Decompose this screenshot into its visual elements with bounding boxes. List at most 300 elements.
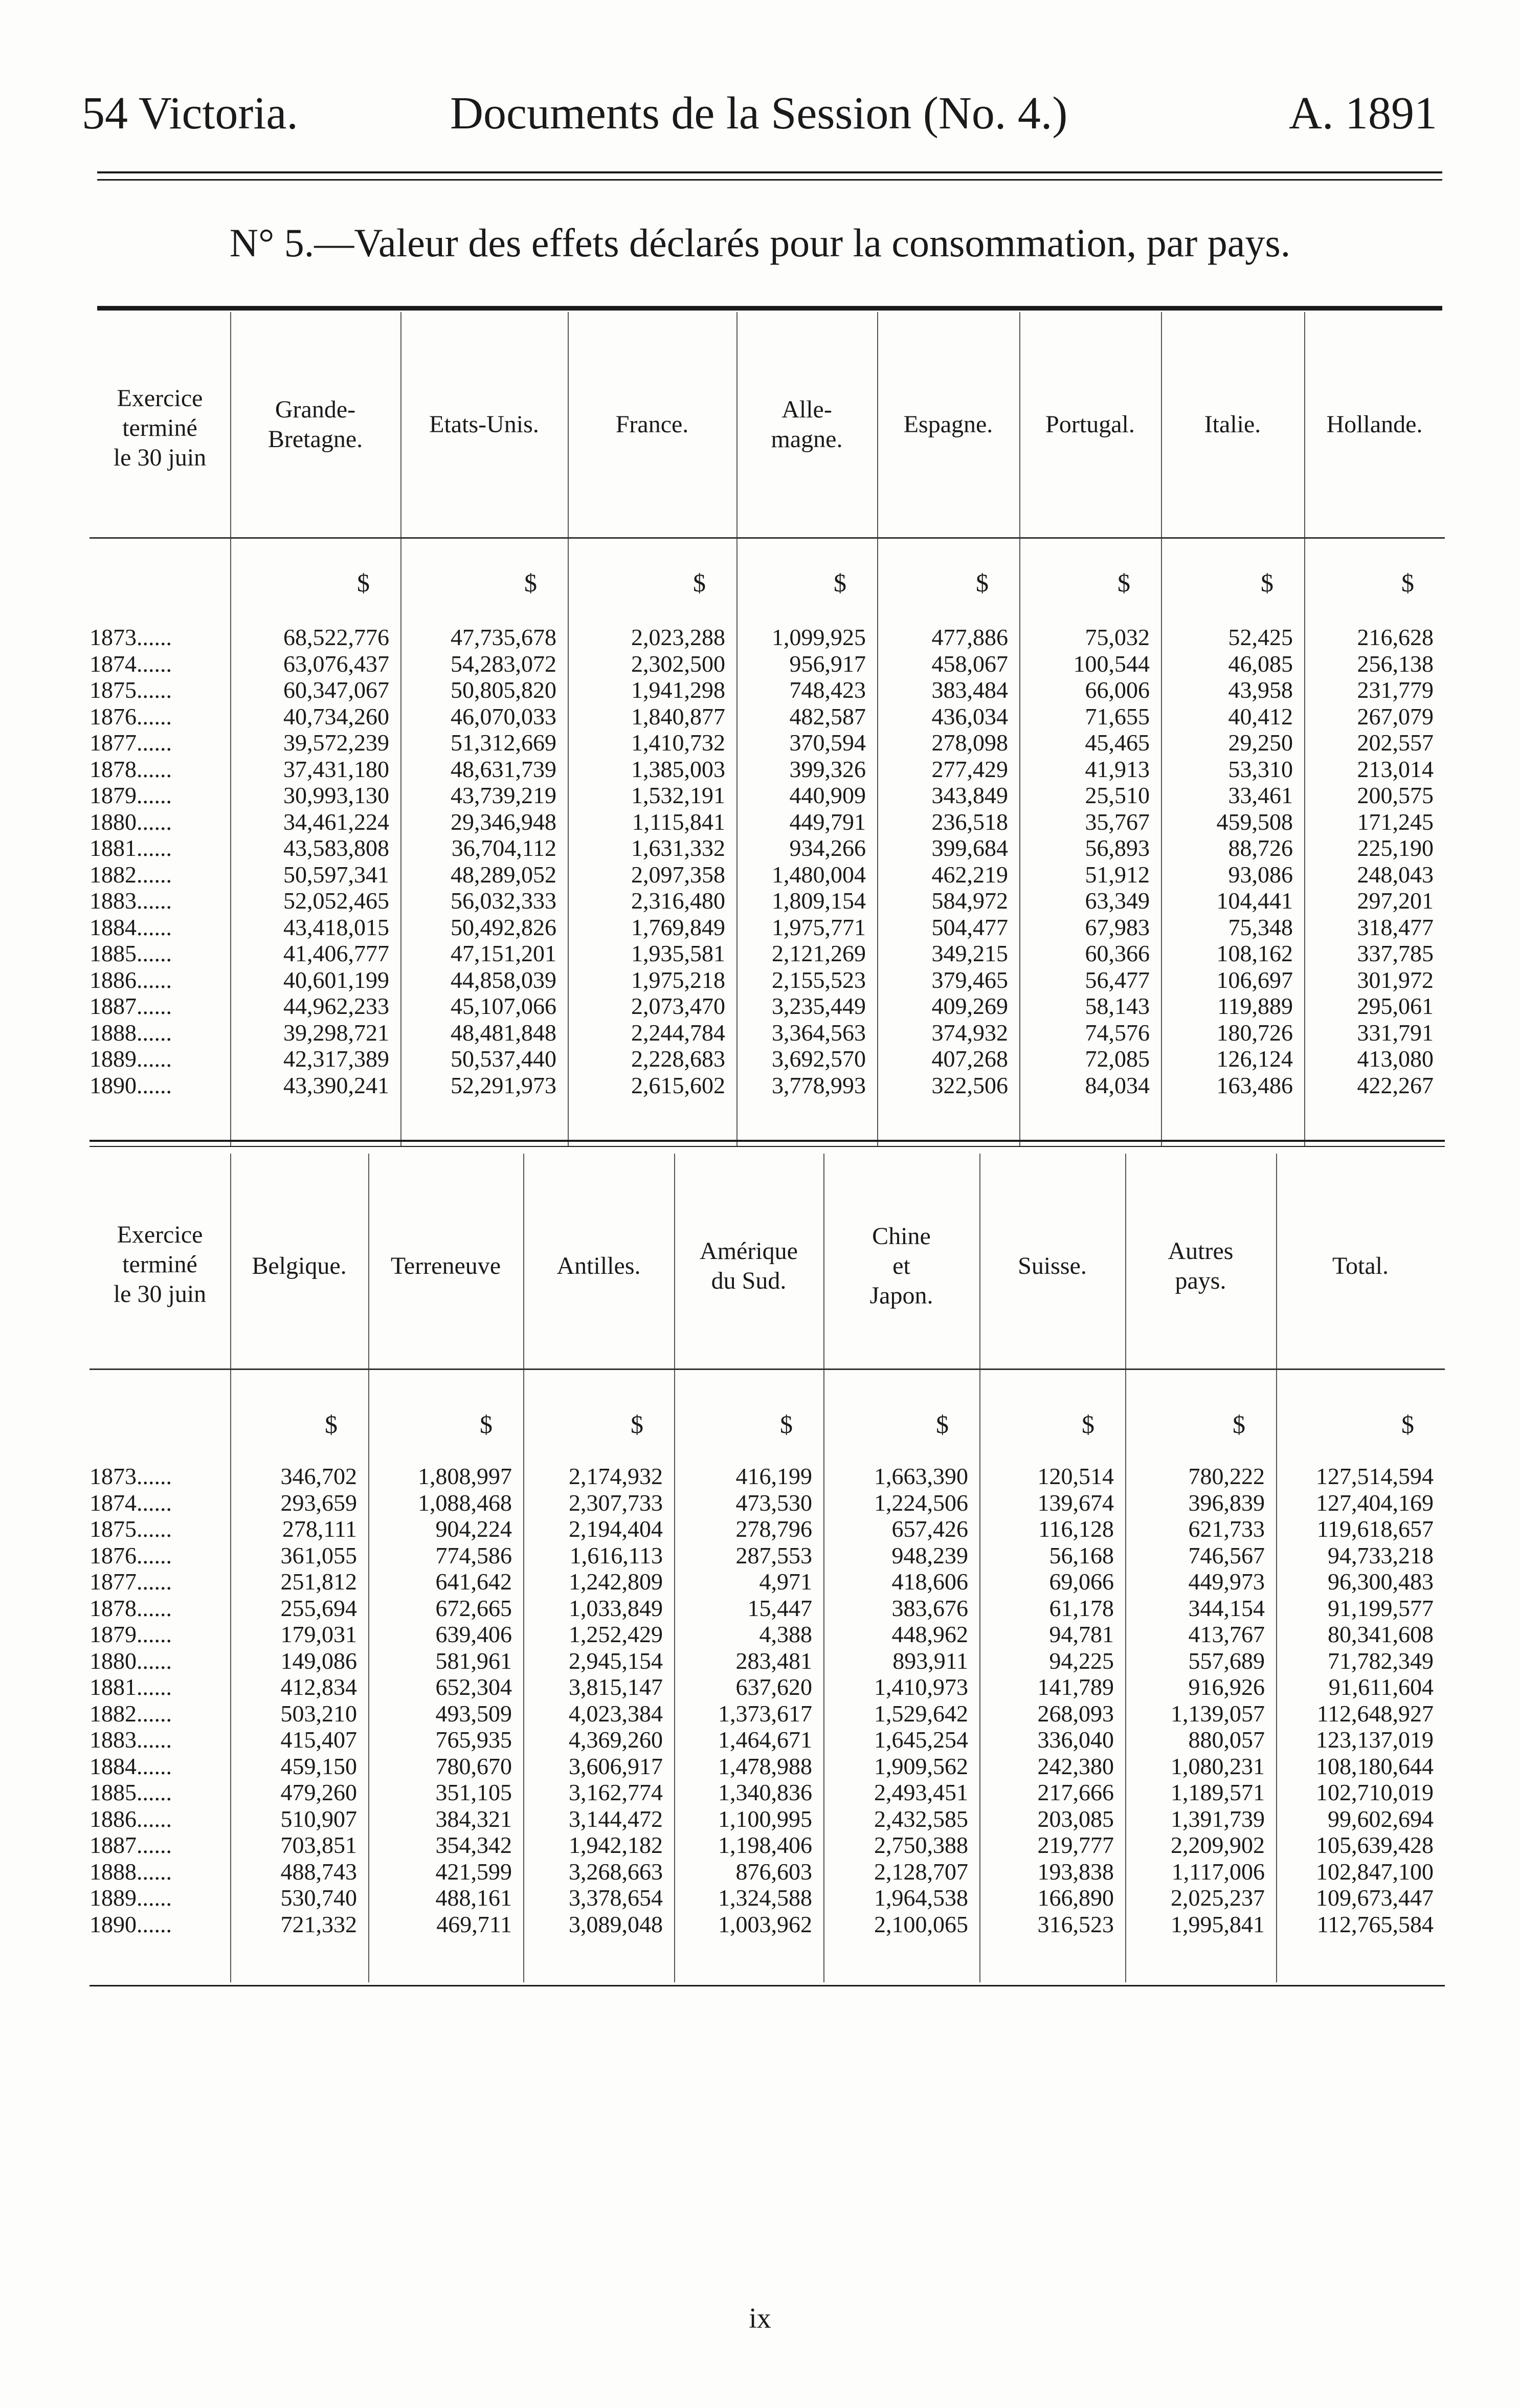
- year-header-line: Exercice: [117, 385, 203, 412]
- column-header-line: Italie.: [1204, 411, 1261, 438]
- value-cell: 3,378,654: [569, 1885, 663, 1911]
- value-cell: 2,750,388: [874, 1832, 968, 1858]
- column-header-line: Suisse.: [1018, 1252, 1087, 1279]
- value-cell: 449,973: [1188, 1568, 1265, 1595]
- column-values: [400, 624, 556, 1098]
- value-cell: 2,025,237: [1171, 1885, 1265, 1911]
- year-header-line: Exercice: [117, 1221, 203, 1248]
- value-cell: 3,144,472: [569, 1805, 663, 1832]
- value-cell: 40,734,260: [283, 703, 389, 730]
- year-cell: 1883......: [90, 1727, 172, 1753]
- column-values: [1019, 624, 1150, 1098]
- year-list: [90, 624, 172, 1098]
- value-cell: 1,935,581: [631, 940, 725, 966]
- value-cell: 503,210: [280, 1700, 357, 1727]
- value-cell: 219,777: [1037, 1832, 1114, 1858]
- value-cell: 109,673,447: [1316, 1885, 1434, 1911]
- value-cell: 127,404,169: [1316, 1489, 1434, 1516]
- value-cell: 34,461,224: [283, 808, 389, 835]
- value-cell: 112,765,584: [1316, 1911, 1434, 1937]
- value-cell: 409,269: [931, 993, 1008, 1019]
- value-cell: 2,615,602: [631, 1072, 725, 1098]
- value-cell: 2,100,065: [874, 1911, 968, 1937]
- value-cell: 2,174,932: [569, 1463, 663, 1489]
- year-header-line: terminé: [122, 1251, 197, 1278]
- value-cell: 504,477: [931, 914, 1008, 940]
- value-cell: 370,594: [789, 730, 866, 756]
- column-header: [1304, 410, 1445, 439]
- column-values: [1276, 1463, 1434, 1937]
- value-cell: 530,740: [280, 1885, 357, 1911]
- value-cell: 50,805,820: [451, 677, 556, 703]
- header-year: A. 1891: [1289, 88, 1437, 139]
- value-cell: 1,080,231: [1171, 1753, 1265, 1779]
- value-cell: 1,115,841: [632, 808, 725, 835]
- value-cell: 1,631,332: [631, 835, 725, 861]
- value-cell: 384,321: [435, 1805, 512, 1832]
- year-cell: 1875......: [90, 1516, 172, 1542]
- value-cell: 71,782,349: [1328, 1647, 1434, 1674]
- currency-symbol: $: [936, 1410, 949, 1439]
- value-cell: 163,486: [1216, 1072, 1293, 1098]
- header-rule-bottom: [97, 179, 1442, 181]
- column-header: [400, 410, 568, 439]
- value-cell: 510,907: [280, 1805, 357, 1832]
- value-cell: 880,057: [1188, 1727, 1265, 1753]
- value-cell: 200,575: [1357, 782, 1434, 808]
- currency-symbol: $: [524, 568, 537, 597]
- value-cell: 41,913: [1085, 756, 1150, 782]
- value-cell: 47,151,201: [451, 940, 556, 966]
- value-cell: 672,665: [435, 1595, 512, 1621]
- value-cell: 3,815,147: [569, 1674, 663, 1700]
- value-cell: 3,162,774: [569, 1779, 663, 1805]
- value-cell: 2,209,902: [1171, 1832, 1265, 1858]
- value-cell: 106,697: [1216, 966, 1293, 993]
- value-cell: 283,481: [735, 1647, 812, 1674]
- value-cell: 346,702: [280, 1463, 357, 1489]
- page-header: [82, 87, 1437, 148]
- value-cell: 3,692,570: [772, 1046, 866, 1072]
- value-cell: 1,224,506: [874, 1489, 968, 1516]
- value-cell: 488,161: [435, 1885, 512, 1911]
- value-cell: 43,390,241: [283, 1072, 389, 1098]
- value-cell: 251,812: [280, 1568, 357, 1595]
- value-cell: 46,070,033: [451, 703, 556, 730]
- value-cell: 477,886: [931, 624, 1008, 650]
- value-cell: 1,340,836: [718, 1779, 812, 1805]
- value-cell: 2,493,451: [874, 1779, 968, 1805]
- value-cell: 1,252,429: [569, 1621, 663, 1647]
- value-cell: 436,034: [931, 703, 1008, 730]
- value-cell: 69,066: [1049, 1568, 1114, 1595]
- value-cell: 100,544: [1073, 650, 1150, 677]
- value-cell: 748,423: [789, 677, 866, 703]
- value-cell: 60,347,067: [283, 677, 389, 703]
- value-cell: 1,198,406: [718, 1832, 812, 1858]
- value-cell: 449,791: [789, 808, 866, 835]
- value-cell: 80,341,608: [1328, 1621, 1434, 1647]
- value-cell: 337,785: [1357, 940, 1434, 966]
- value-cell: 242,380: [1037, 1753, 1114, 1779]
- value-cell: 2,302,500: [631, 650, 725, 677]
- value-cell: 354,342: [435, 1832, 512, 1858]
- value-cell: 278,111: [282, 1516, 357, 1542]
- value-cell: 1,909,562: [874, 1753, 968, 1779]
- value-cell: 493,509: [435, 1700, 512, 1727]
- column-header-line: Grande-: [275, 396, 356, 423]
- currency-symbol: $: [780, 1410, 793, 1439]
- value-cell: 278,098: [931, 730, 1008, 756]
- value-cell: 557,689: [1188, 1647, 1265, 1674]
- value-cell: 116,128: [1038, 1516, 1114, 1542]
- value-cell: 1,464,671: [718, 1727, 812, 1753]
- value-cell: 1,995,841: [1171, 1911, 1265, 1937]
- column-values: [877, 624, 1008, 1098]
- value-cell: 904,224: [435, 1516, 512, 1542]
- value-cell: 35,767: [1085, 808, 1150, 835]
- value-cell: 765,935: [435, 1727, 512, 1753]
- value-cell: 1,385,003: [631, 756, 725, 782]
- value-cell: 2,023,288: [631, 624, 725, 650]
- value-cell: 53,310: [1228, 756, 1293, 782]
- value-cell: 29,250: [1228, 730, 1293, 756]
- value-cell: 1,410,732: [631, 730, 725, 756]
- year-cell: 1880......: [90, 1647, 172, 1674]
- value-cell: 30,993,130: [283, 782, 389, 808]
- value-cell: 2,307,733: [569, 1489, 663, 1516]
- column-header-line: Hollande.: [1326, 411, 1423, 438]
- year-cell: 1876......: [90, 1542, 172, 1568]
- value-cell: 66,006: [1085, 677, 1150, 703]
- value-cell: 33,461: [1228, 782, 1293, 808]
- value-cell: 36,704,112: [451, 835, 556, 861]
- value-cell: 104,441: [1216, 888, 1293, 914]
- value-cell: 39,572,239: [283, 730, 389, 756]
- value-cell: 99,602,694: [1328, 1805, 1434, 1832]
- year-cell: 1877......: [90, 730, 172, 756]
- table-1-bottom-rule-double: [90, 1146, 1445, 1147]
- currency-symbol: $: [834, 568, 846, 597]
- value-cell: 343,849: [931, 782, 1008, 808]
- year-list: [90, 1463, 172, 1937]
- column-header-line: Espagne.: [903, 411, 993, 438]
- value-cell: 40,412: [1228, 703, 1293, 730]
- value-cell: 278,796: [735, 1516, 812, 1542]
- value-cell: 52,052,465: [283, 888, 389, 914]
- column-header-line: Amérique: [700, 1238, 798, 1265]
- value-cell: 469,711: [436, 1911, 512, 1937]
- column-header: [368, 1251, 523, 1281]
- value-cell: 1,480,004: [772, 861, 866, 888]
- value-cell: 422,267: [1357, 1072, 1434, 1098]
- currency-symbol: $: [1401, 1410, 1414, 1439]
- value-cell: 217,666: [1037, 1779, 1114, 1805]
- value-cell: 721,332: [280, 1911, 357, 1937]
- value-cell: 63,076,437: [283, 650, 389, 677]
- value-cell: 120,514: [1037, 1463, 1114, 1489]
- value-cell: 383,676: [891, 1595, 968, 1621]
- value-cell: 652,304: [435, 1674, 512, 1700]
- year-cell: 1880......: [90, 808, 172, 835]
- value-cell: 1,529,642: [874, 1700, 968, 1727]
- value-cell: 396,839: [1188, 1489, 1265, 1516]
- value-cell: 25,510: [1085, 782, 1150, 808]
- value-cell: 56,168: [1049, 1542, 1114, 1568]
- value-cell: 149,086: [280, 1647, 357, 1674]
- value-cell: 102,847,100: [1316, 1858, 1434, 1885]
- column-values: [1125, 1463, 1265, 1937]
- header-underline: [90, 1368, 1445, 1370]
- value-cell: 193,838: [1037, 1858, 1114, 1885]
- value-cell: 336,040: [1037, 1727, 1114, 1753]
- value-cell: 56,477: [1085, 966, 1150, 993]
- year-cell: 1874......: [90, 650, 172, 677]
- currency-symbol: $: [1233, 1410, 1245, 1439]
- value-cell: 639,406: [435, 1621, 512, 1647]
- column-header-line: Alle-: [781, 396, 832, 423]
- value-cell: 2,432,585: [874, 1805, 968, 1832]
- year-cell: 1883......: [90, 888, 172, 914]
- value-cell: 139,674: [1037, 1489, 1114, 1516]
- column-values: [568, 624, 725, 1098]
- value-cell: 316,523: [1037, 1911, 1114, 1937]
- value-cell: 637,620: [735, 1674, 812, 1700]
- column-header-line: France.: [615, 411, 689, 438]
- column-header-line: Antilles.: [556, 1252, 641, 1279]
- value-cell: 482,587: [789, 703, 866, 730]
- column-header-line: Belgique.: [252, 1252, 347, 1279]
- year-cell: 1887......: [90, 1832, 172, 1858]
- value-cell: 126,124: [1216, 1046, 1293, 1072]
- value-cell: 459,150: [280, 1753, 357, 1779]
- column-values: [230, 1463, 357, 1937]
- currency-symbol: $: [1261, 568, 1273, 597]
- value-cell: 52,291,973: [451, 1072, 556, 1098]
- value-cell: 1,088,468: [418, 1489, 512, 1516]
- value-cell: 1,139,057: [1171, 1700, 1265, 1727]
- value-cell: 45,107,066: [451, 993, 556, 1019]
- column-header: [568, 410, 736, 439]
- value-cell: 295,061: [1357, 993, 1434, 1019]
- header-document-title: Documents de la Session (No. 4.): [450, 88, 1068, 139]
- value-cell: 1,478,988: [718, 1753, 812, 1779]
- value-cell: 71,655: [1085, 703, 1150, 730]
- value-cell: 3,606,917: [569, 1753, 663, 1779]
- value-cell: 383,484: [931, 677, 1008, 703]
- column-values: [823, 1463, 968, 1937]
- value-cell: 1,324,588: [718, 1885, 812, 1911]
- year-cell: 1885......: [90, 940, 172, 966]
- value-cell: 322,506: [931, 1072, 1008, 1098]
- value-cell: 84,034: [1085, 1072, 1150, 1098]
- currency-symbol: $: [1082, 1410, 1094, 1439]
- value-cell: 2,316,480: [631, 888, 725, 914]
- year-column-header: [90, 384, 230, 473]
- header-session: 54 Victoria.: [82, 88, 298, 139]
- column-values: [979, 1463, 1114, 1937]
- column-header: [1276, 1251, 1445, 1281]
- value-cell: 39,298,721: [283, 1019, 389, 1046]
- year-cell: 1882......: [90, 861, 172, 888]
- column-header-line: Autres: [1168, 1238, 1234, 1265]
- value-cell: 413,080: [1357, 1046, 1434, 1072]
- value-cell: 94,733,218: [1328, 1542, 1434, 1568]
- value-cell: 916,926: [1188, 1674, 1265, 1700]
- column-header-line: Terreneuve: [390, 1252, 501, 1279]
- value-cell: 41,406,777: [283, 940, 389, 966]
- currency-symbol: $: [631, 1410, 643, 1439]
- value-cell: 2,128,707: [874, 1858, 968, 1885]
- value-cell: 581,961: [435, 1647, 512, 1674]
- value-cell: 123,137,019: [1316, 1727, 1434, 1753]
- value-cell: 4,388: [759, 1621, 812, 1647]
- value-cell: 180,726: [1216, 1019, 1293, 1046]
- value-cell: 3,268,663: [569, 1858, 663, 1885]
- column-header: [823, 1222, 979, 1311]
- column-header: [674, 1236, 823, 1296]
- year-cell: 1888......: [90, 1858, 172, 1885]
- column-values: [368, 1463, 512, 1937]
- value-cell: 56,893: [1085, 835, 1150, 861]
- value-cell: 297,201: [1357, 888, 1434, 914]
- value-cell: 45,465: [1085, 730, 1150, 756]
- table-2-bottom-rule: [90, 1985, 1445, 1986]
- value-cell: 657,426: [891, 1516, 968, 1542]
- year-cell: 1875......: [90, 677, 172, 703]
- value-cell: 876,603: [735, 1858, 812, 1885]
- column-values: [523, 1463, 663, 1937]
- year-cell: 1879......: [90, 1621, 172, 1647]
- column-header: [523, 1251, 674, 1281]
- value-cell: 127,514,594: [1316, 1463, 1434, 1489]
- year-cell: 1881......: [90, 835, 172, 861]
- value-cell: 407,268: [931, 1046, 1008, 1072]
- value-cell: 1,532,191: [631, 782, 725, 808]
- header-rule-top: [97, 171, 1442, 173]
- value-cell: 56,032,333: [451, 888, 556, 914]
- value-cell: 1,663,390: [874, 1463, 968, 1489]
- column-values: [736, 624, 866, 1098]
- value-cell: 415,407: [280, 1727, 357, 1753]
- column-header: [736, 395, 877, 454]
- value-cell: 68,522,776: [283, 624, 389, 650]
- year-cell: 1884......: [90, 1753, 172, 1779]
- column-values: [674, 1463, 812, 1937]
- year-cell: 1873......: [90, 624, 172, 650]
- value-cell: 2,945,154: [569, 1647, 663, 1674]
- value-cell: 293,659: [280, 1489, 357, 1516]
- value-cell: 47,735,678: [451, 624, 556, 650]
- value-cell: 1,809,154: [772, 888, 866, 914]
- column-header-line: Etats-Unis.: [429, 411, 539, 438]
- value-cell: 119,618,657: [1316, 1516, 1434, 1542]
- value-cell: 75,348: [1228, 914, 1293, 940]
- value-cell: 96,300,483: [1328, 1568, 1434, 1595]
- value-cell: 15,447: [747, 1595, 812, 1621]
- value-cell: 1,769,849: [631, 914, 725, 940]
- value-cell: 418,606: [891, 1568, 968, 1595]
- value-cell: 179,031: [280, 1621, 357, 1647]
- value-cell: 1,840,877: [631, 703, 725, 730]
- value-cell: 774,586: [435, 1542, 512, 1568]
- year-cell: 1889......: [90, 1046, 172, 1072]
- value-cell: 51,312,669: [451, 730, 556, 756]
- value-cell: 1,616,113: [569, 1542, 663, 1568]
- value-cell: 50,492,826: [451, 914, 556, 940]
- year-header-line: terminé: [122, 414, 197, 441]
- value-cell: 166,890: [1037, 1885, 1114, 1911]
- value-cell: 256,138: [1357, 650, 1434, 677]
- year-cell: 1873......: [90, 1463, 172, 1489]
- year-cell: 1885......: [90, 1779, 172, 1805]
- column-header-line: Total.: [1332, 1252, 1389, 1279]
- value-cell: 94,225: [1049, 1647, 1114, 1674]
- value-cell: 349,215: [931, 940, 1008, 966]
- value-cell: 1,189,571: [1171, 1779, 1265, 1805]
- column-header-line: du Sud.: [711, 1267, 787, 1294]
- value-cell: 948,239: [891, 1542, 968, 1568]
- value-cell: 641,642: [435, 1568, 512, 1595]
- value-cell: 416,199: [735, 1463, 812, 1489]
- value-cell: 277,429: [931, 756, 1008, 782]
- value-cell: 72,085: [1085, 1046, 1150, 1072]
- value-cell: 44,858,039: [451, 966, 556, 993]
- value-cell: 46,085: [1228, 650, 1293, 677]
- currency-symbol: $: [325, 1410, 338, 1439]
- value-cell: 934,266: [789, 835, 866, 861]
- value-cell: 374,932: [931, 1019, 1008, 1046]
- currency-symbol: $: [1117, 568, 1130, 597]
- value-cell: 331,791: [1357, 1019, 1434, 1046]
- value-cell: 48,289,052: [451, 861, 556, 888]
- value-cell: 50,537,440: [451, 1046, 556, 1072]
- value-cell: 2,194,404: [569, 1516, 663, 1542]
- value-cell: 4,971: [759, 1568, 812, 1595]
- year-column-header: [90, 1220, 230, 1309]
- value-cell: 108,162: [1216, 940, 1293, 966]
- header-underline: [90, 537, 1445, 539]
- column-header-line: magne.: [771, 426, 843, 453]
- value-cell: 3,364,563: [772, 1019, 866, 1046]
- value-cell: 1,941,298: [631, 677, 725, 703]
- currency-symbol: $: [357, 568, 370, 597]
- value-cell: 248,043: [1357, 861, 1434, 888]
- value-cell: 1,100,995: [718, 1805, 812, 1832]
- value-cell: 4,023,384: [569, 1700, 663, 1727]
- value-cell: 255,694: [280, 1595, 357, 1621]
- column-header-line: pays.: [1175, 1267, 1226, 1294]
- value-cell: 43,418,015: [283, 914, 389, 940]
- column-values: [1304, 624, 1434, 1098]
- value-cell: 2,155,523: [772, 966, 866, 993]
- value-cell: 1,410,973: [874, 1674, 968, 1700]
- value-cell: 171,245: [1357, 808, 1434, 835]
- value-cell: 584,972: [931, 888, 1008, 914]
- value-cell: 1,117,006: [1171, 1858, 1265, 1885]
- column-header: [230, 1251, 368, 1281]
- value-cell: 956,917: [789, 650, 866, 677]
- value-cell: 202,557: [1357, 730, 1434, 756]
- value-cell: 37,431,180: [283, 756, 389, 782]
- value-cell: 318,477: [1357, 914, 1434, 940]
- column-header-line: Bretagne.: [267, 426, 363, 453]
- value-cell: 58,143: [1085, 993, 1150, 1019]
- year-header-line: le 30 juin: [113, 1280, 207, 1308]
- year-cell: 1886......: [90, 966, 172, 993]
- value-cell: 361,055: [280, 1542, 357, 1568]
- value-cell: 52,425: [1228, 624, 1293, 650]
